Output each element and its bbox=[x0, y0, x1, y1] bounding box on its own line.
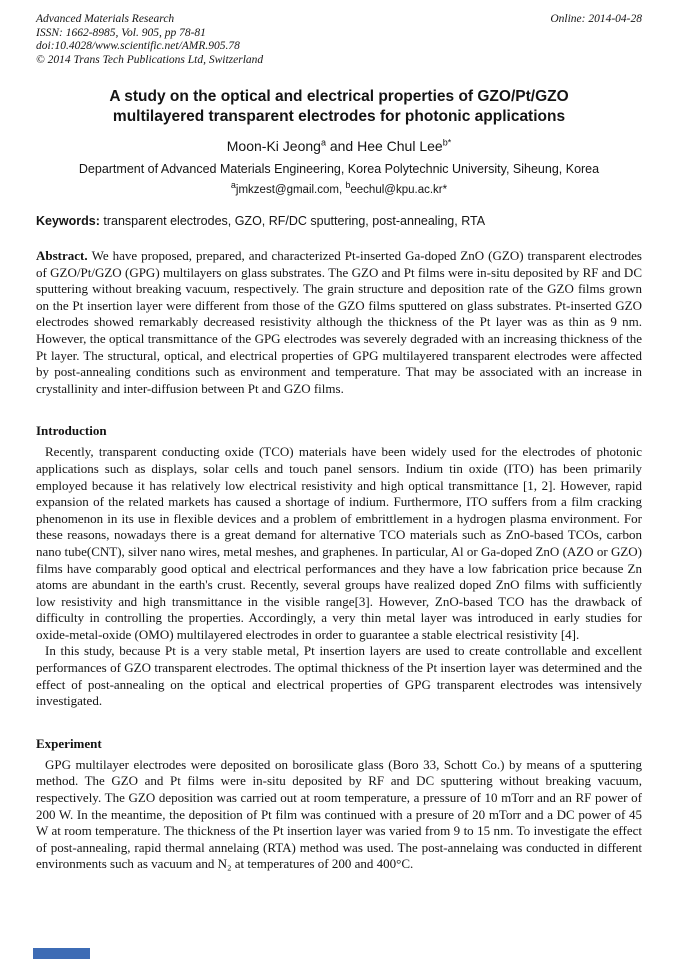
keywords-line bbox=[36, 214, 642, 228]
authors-line bbox=[36, 138, 642, 154]
email-2-mark: b bbox=[345, 180, 351, 191]
paragraph: GPG multilayer electrodes were deposited on borosilicate glass (Boro 33, Schott Co.) by means of a sputtering method. The GZO and Pt films were in-situ deposited by RF and DC sputtering without breaking vacuum, respectively. The GZO deposition was carried out at room temperature, a pressure of 10 mTorr and an RF power of 200 W. In the meantime, the deposition of Pt film was continued with a presure of 20 mTorr and a DC power of 45 W at room temperature. The thickness of the Pt insertion layer was varied from 9 to 15 nm. To investigate the effect of post-annealing, rapid thermal annelaing (RTA) method was used. The post-annelaing was conducted in different environments such as vacuum and N₂ at temperatures of 200 and 400°C. bbox=[36, 756, 642, 872]
section-heading-introduction: Introduction bbox=[36, 423, 107, 439]
section-heading-experiment: Experiment bbox=[36, 735, 102, 751]
author-2: and Hee Chul Lee bbox=[325, 138, 443, 154]
footer-banner bbox=[33, 948, 90, 959]
email-1-mark: a bbox=[230, 180, 236, 191]
keywords-text: transparent electrodes, GZO, RF/DC sputtering, post-annealing, RTA bbox=[103, 214, 486, 228]
online-date: Online: 2014-04-28 bbox=[550, 13, 642, 25]
affiliation-line: Department of Advanced Materials Engineering, Korea Polytechnic University, Siheung, Korea bbox=[78, 162, 600, 176]
abstract-text: We have proposed, prepared, and characterized Pt-inserted Ga-doped ZnO (GZO) transparent electrodes of GZO/Pt/GZO (GPG) multilayers on glass substrates. The GZO and Pt films were in-situ deposited by RF and DC sputtering without breaking vacuum, respectively. The grain structure and deposition rate of the GZO films grown on the Pt insertion layer were different from those of the GZO films sputtered on glass substrates. Pt-inserted GZO electrodes showed remarkably decreased resistivity although the thickness of the Pt layer was as thin as 9 nm. However, the optical transmittance of the GPG electrodes was severely degraded with an increasing thickness of the Pt layer. The structural, optical, and electrical properties of GPG multilayered transparent electrodes were affected by post-annealing conditions such as environment and temperature. That may be associated with an increase in crystallinity and inter-diffusion between Pt and GZO films. bbox=[36, 248, 642, 396]
emails-line bbox=[36, 180, 642, 196]
copyright-line: © 2014 Trans Tech Publications Ltd, Switzerland bbox=[36, 53, 264, 66]
paragraph: In this study, because Pt is a very stable metal, Pt insertion layers are used to create controllable and excellent performances of GZO transparent electrodes. The optimal thickness of the Pt insertion layer was determined and the effect of post-annealing on the optical and electrical properties of GPG transparent electrodes was intensively investigated. bbox=[36, 643, 642, 709]
abstract-paragraph bbox=[36, 248, 642, 397]
paragraph: Recently, transparent conducting oxide (TCO) materials have been widely used for the electrodes of photonic applications such as displays, solar cells and touch panel sensors. Indium tin oxide (ITO) has been primarily employed because it has relatively low electrical resistivity and high optical transmittance [1, 2]. However, rapid expansion of the related markets has caused a shortage of indium. Furthermore, ITO suffers from a film cracking phenomenon in its use in flexible devices and a problem of embrittlement in a hydrogen plasma environment. For these reasons, nowadays there is a great demand for alternative TCO materials such as ZnO-based TCOs, carbon nano tube(CNT), silver nano wires, metal meshes, and graphenes. In particular, Al or Ga-doped ZnO (AZO or GZO) films have comparably good optical and electrical performances and they have a low fabrication price because Zn atoms are abundant in the earth's crust. Recently, several groups have realized doped ZnO films with sufficiently low resistivity and high transmittance in the visible range[3]. However, ZnO-based TCO has the drawback of difficulty in controlling the properties. Accordingly, a very thin metal layer was introduced in early studies for oxide-metal-oxide (OMO) multilayered electrodes in order to guarantee a stable electrical resistivity [4]. bbox=[36, 444, 642, 642]
issn-line: ISSN: 1662-8985, Vol. 905, pp 78-81 bbox=[36, 26, 206, 39]
keywords-label: Keywords: bbox=[36, 214, 104, 228]
paper-title: A study on the optical and electrical properties of GZO/Pt/GZO multilayered transparent electrodes for photonic applications bbox=[109, 88, 569, 125]
email-1: jmkzest@gmail.com, bbox=[235, 184, 346, 196]
journal-info bbox=[36, 13, 263, 67]
email-2: eechul@kpu.ac.kr* bbox=[350, 184, 448, 196]
journal-name: Advanced Materials Research bbox=[36, 13, 175, 25]
journal-header bbox=[36, 13, 642, 67]
author-1-affil-mark: a bbox=[320, 137, 326, 148]
author-2-affil-mark: b* bbox=[442, 137, 452, 148]
abstract-label: Abstract. bbox=[36, 248, 92, 263]
doi-line: doi:10.4028/www.scientific.net/AMR.905.78 bbox=[36, 40, 240, 52]
author-1: Moon-Ki Jeong bbox=[226, 138, 321, 154]
